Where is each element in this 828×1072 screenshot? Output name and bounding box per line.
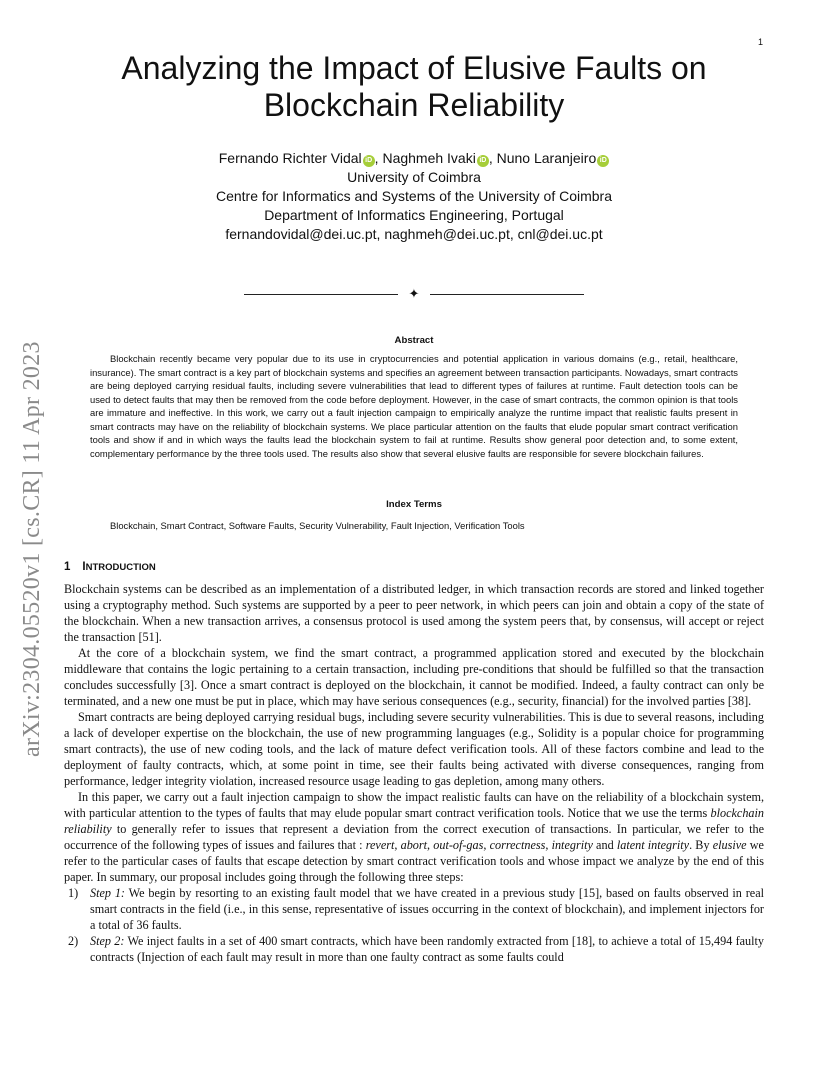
emphasis-term: blockchain reliability	[64, 806, 764, 836]
author-block	[114, 149, 714, 244]
section-title-rest: NTRODUCTION	[85, 562, 156, 573]
abstract-heading: Abstract	[394, 335, 434, 346]
emphasis-term: integrity	[551, 838, 593, 852]
author-separator: ,	[374, 150, 383, 166]
title-divider	[244, 287, 584, 301]
orcid-icon[interactable]: iD	[597, 155, 609, 167]
text-run: In this paper, we carry out a fault injection campaign to show the impact realistic faults can have on the reliability of a blockchain system, with particular attention to the types of faults that may elude popular smart contract verification tools. Notice that we use the terms	[64, 790, 764, 820]
index-terms-text: Blockchain, Smart Contract, Software Faults, Security Vulnerability, Fault Injection, Verification Tools	[110, 520, 525, 531]
page-number: 1	[758, 37, 764, 47]
list-marker: 2)	[68, 934, 79, 948]
paragraph: At the core of a blockchain system, we find the smart contract, a programmed application stored and executed by the blockchain middleware that contains the logic pertaining to a certain transaction, including pre-conditions that should be fulfilled so that the transaction concludes successfully [3]. Once a smart contract is deployed on the blockchain, it cannot be modified. Indeed, a faulty contract can only be terminated, and a new one must be put in place, which may have serious consequences (e.g., security, financial) for the involved parties [38].	[64, 646, 764, 708]
text-run: and	[592, 838, 617, 852]
author-separator: ,	[488, 150, 497, 166]
paragraph: Blockchain systems can be described as an implementation of a distributed ledger, in which transaction records are stored and linked together using a cryptography method. Such systems are supported by a peer to peer network, in which peers can join and obtain a copy of the state of the blockchain. When a new transaction arrives, a consensus protocol is used among the system peers that, by consensus, will accept or reject the transaction [51].	[64, 582, 764, 644]
author-emails[interactable]: fernandovidal@dei.uc.pt, naghmeh@dei.uc.pt, cnl@dei.uc.pt	[225, 226, 603, 242]
title-line-2: Blockchain Reliability	[263, 87, 565, 123]
list-marker: 1)	[68, 886, 79, 900]
divider-star-icon: ✦	[408, 286, 420, 301]
step-label: Step 2:	[90, 934, 125, 948]
text-run: . By	[689, 838, 713, 852]
emphasis-term: elusive	[712, 838, 747, 852]
emphasis-term: latent integrity	[616, 838, 690, 852]
divider-line-left	[244, 294, 398, 295]
orcid-icon[interactable]: iD	[363, 155, 375, 167]
affiliation-department: Department of Informatics Engineering, Portugal	[264, 207, 564, 223]
title-line-1: Analyzing the Impact of Elusive Faults on	[121, 50, 707, 86]
orcid-icon[interactable]: iD	[477, 155, 489, 167]
list-item	[68, 885, 764, 933]
arxiv-stamp: arXiv:2304.05520v1 [cs.CR] 11 Apr 2023	[19, 341, 45, 757]
emphasis-term: revert	[365, 838, 395, 852]
text-run: ,	[394, 838, 401, 852]
list-item	[68, 933, 764, 965]
emphasis-term: out-of-gas	[433, 838, 484, 852]
text-run: we refer to the particular cases of faults that escape detection by smart contract verification tools and whose impact we analyze by the end of this paper. In summary, our proposal includes going through the following three steps:	[64, 838, 764, 884]
text-run: ,	[483, 838, 490, 852]
text-run: to generally refer to issues that represent a deviation from the correct execution of transactions. In particular, we refer to the occurrence of the following types of issues and failures that :	[64, 822, 764, 852]
steps-list	[64, 885, 764, 965]
index-terms-heading: Index Terms	[386, 499, 442, 510]
section-number: 1	[64, 561, 71, 573]
affiliation-centre: Centre for Informatics and Systems of the University of Coimbra	[215, 188, 613, 204]
paragraph	[64, 789, 764, 885]
abstract-text: Blockchain recently became very popular due to its use in cryptocurrencies and potential application in various domains (e.g., retail, healthcare, insurance). The smart contract is a key part of blockchain systems and specifies an agreement between transaction participants. Nowadays, smart contracts are being deployed carrying residual faults, including severe vulnerabilities that lead to different types of failures at runtime. Fault detection tools can be used to detect faults that may then be removed from the code before deployment. However, in the case of smart contracts, the common opinion is that tools are immature and ineffective. In this work, we carry out a fault injection campaign to empirically analyze the runtime impact that realistic faults present in smart contracts may have on the reliability of blockchain systems. We place particular attention on the faults that elude popular smart contract verification tools and show if and in which ways the faults lead the blockchain system to fail at runtime. Results show general poor detection and, to some extent, complementary performance by the three tools used. The results also show that several elusive faults are responsible for severe blockchain failures.	[90, 353, 738, 459]
author-name: Nuno Laranjeiro	[496, 150, 597, 166]
paper-title	[64, 50, 764, 124]
emphasis-term: correctness	[489, 838, 546, 852]
step-text: We begin by resorting to an existing fault model that we have created in a previous study [15], based on faults observed in real smart contracts in the field (i.e., in this sense, representative of issues occurring in the context of blockchain), and implement injectors for a total of 36 faults.	[90, 886, 764, 932]
text-run: ,	[545, 838, 552, 852]
author-list	[114, 149, 714, 168]
step-label: Step 1:	[90, 886, 125, 900]
divider-line-right	[430, 294, 584, 295]
emphasis-term: abort	[400, 838, 428, 852]
paragraph: Smart contracts are being deployed carrying residual bugs, including severe security vulnerabilities. This is due to several reasons, including a lack of developer expertise on the blockchain, the use of new programming languages (e.g., Solidity is a popular choice for programming smart contracts), the use of new coding tools, and the lack of mature defect verification tools. All of these factors combine and lead to the deployment of faulty contracts, which, at some point in time, see their faults being activated with diverse consequences, ranging from performance, ledger integrity violation, increased resource usage leading to gas depletion, among many others.	[64, 710, 764, 788]
section-title-initial: I	[82, 561, 86, 573]
section-heading-introduction	[64, 561, 156, 573]
affiliation-university: University of Coimbra	[347, 169, 481, 185]
text-run: ,	[427, 838, 434, 852]
author-name: Fernando Richter Vidal	[218, 150, 362, 166]
step-text: We inject faults in a set of 400 smart contracts, which have been randomly extracted from [18], to achieve a total of 15,494 faulty contracts (Injection of each fault may result in more than one faulty contract as some faults could	[90, 934, 764, 964]
author-name: Naghmeh Ivaki	[382, 150, 476, 166]
introduction-body	[64, 581, 764, 965]
